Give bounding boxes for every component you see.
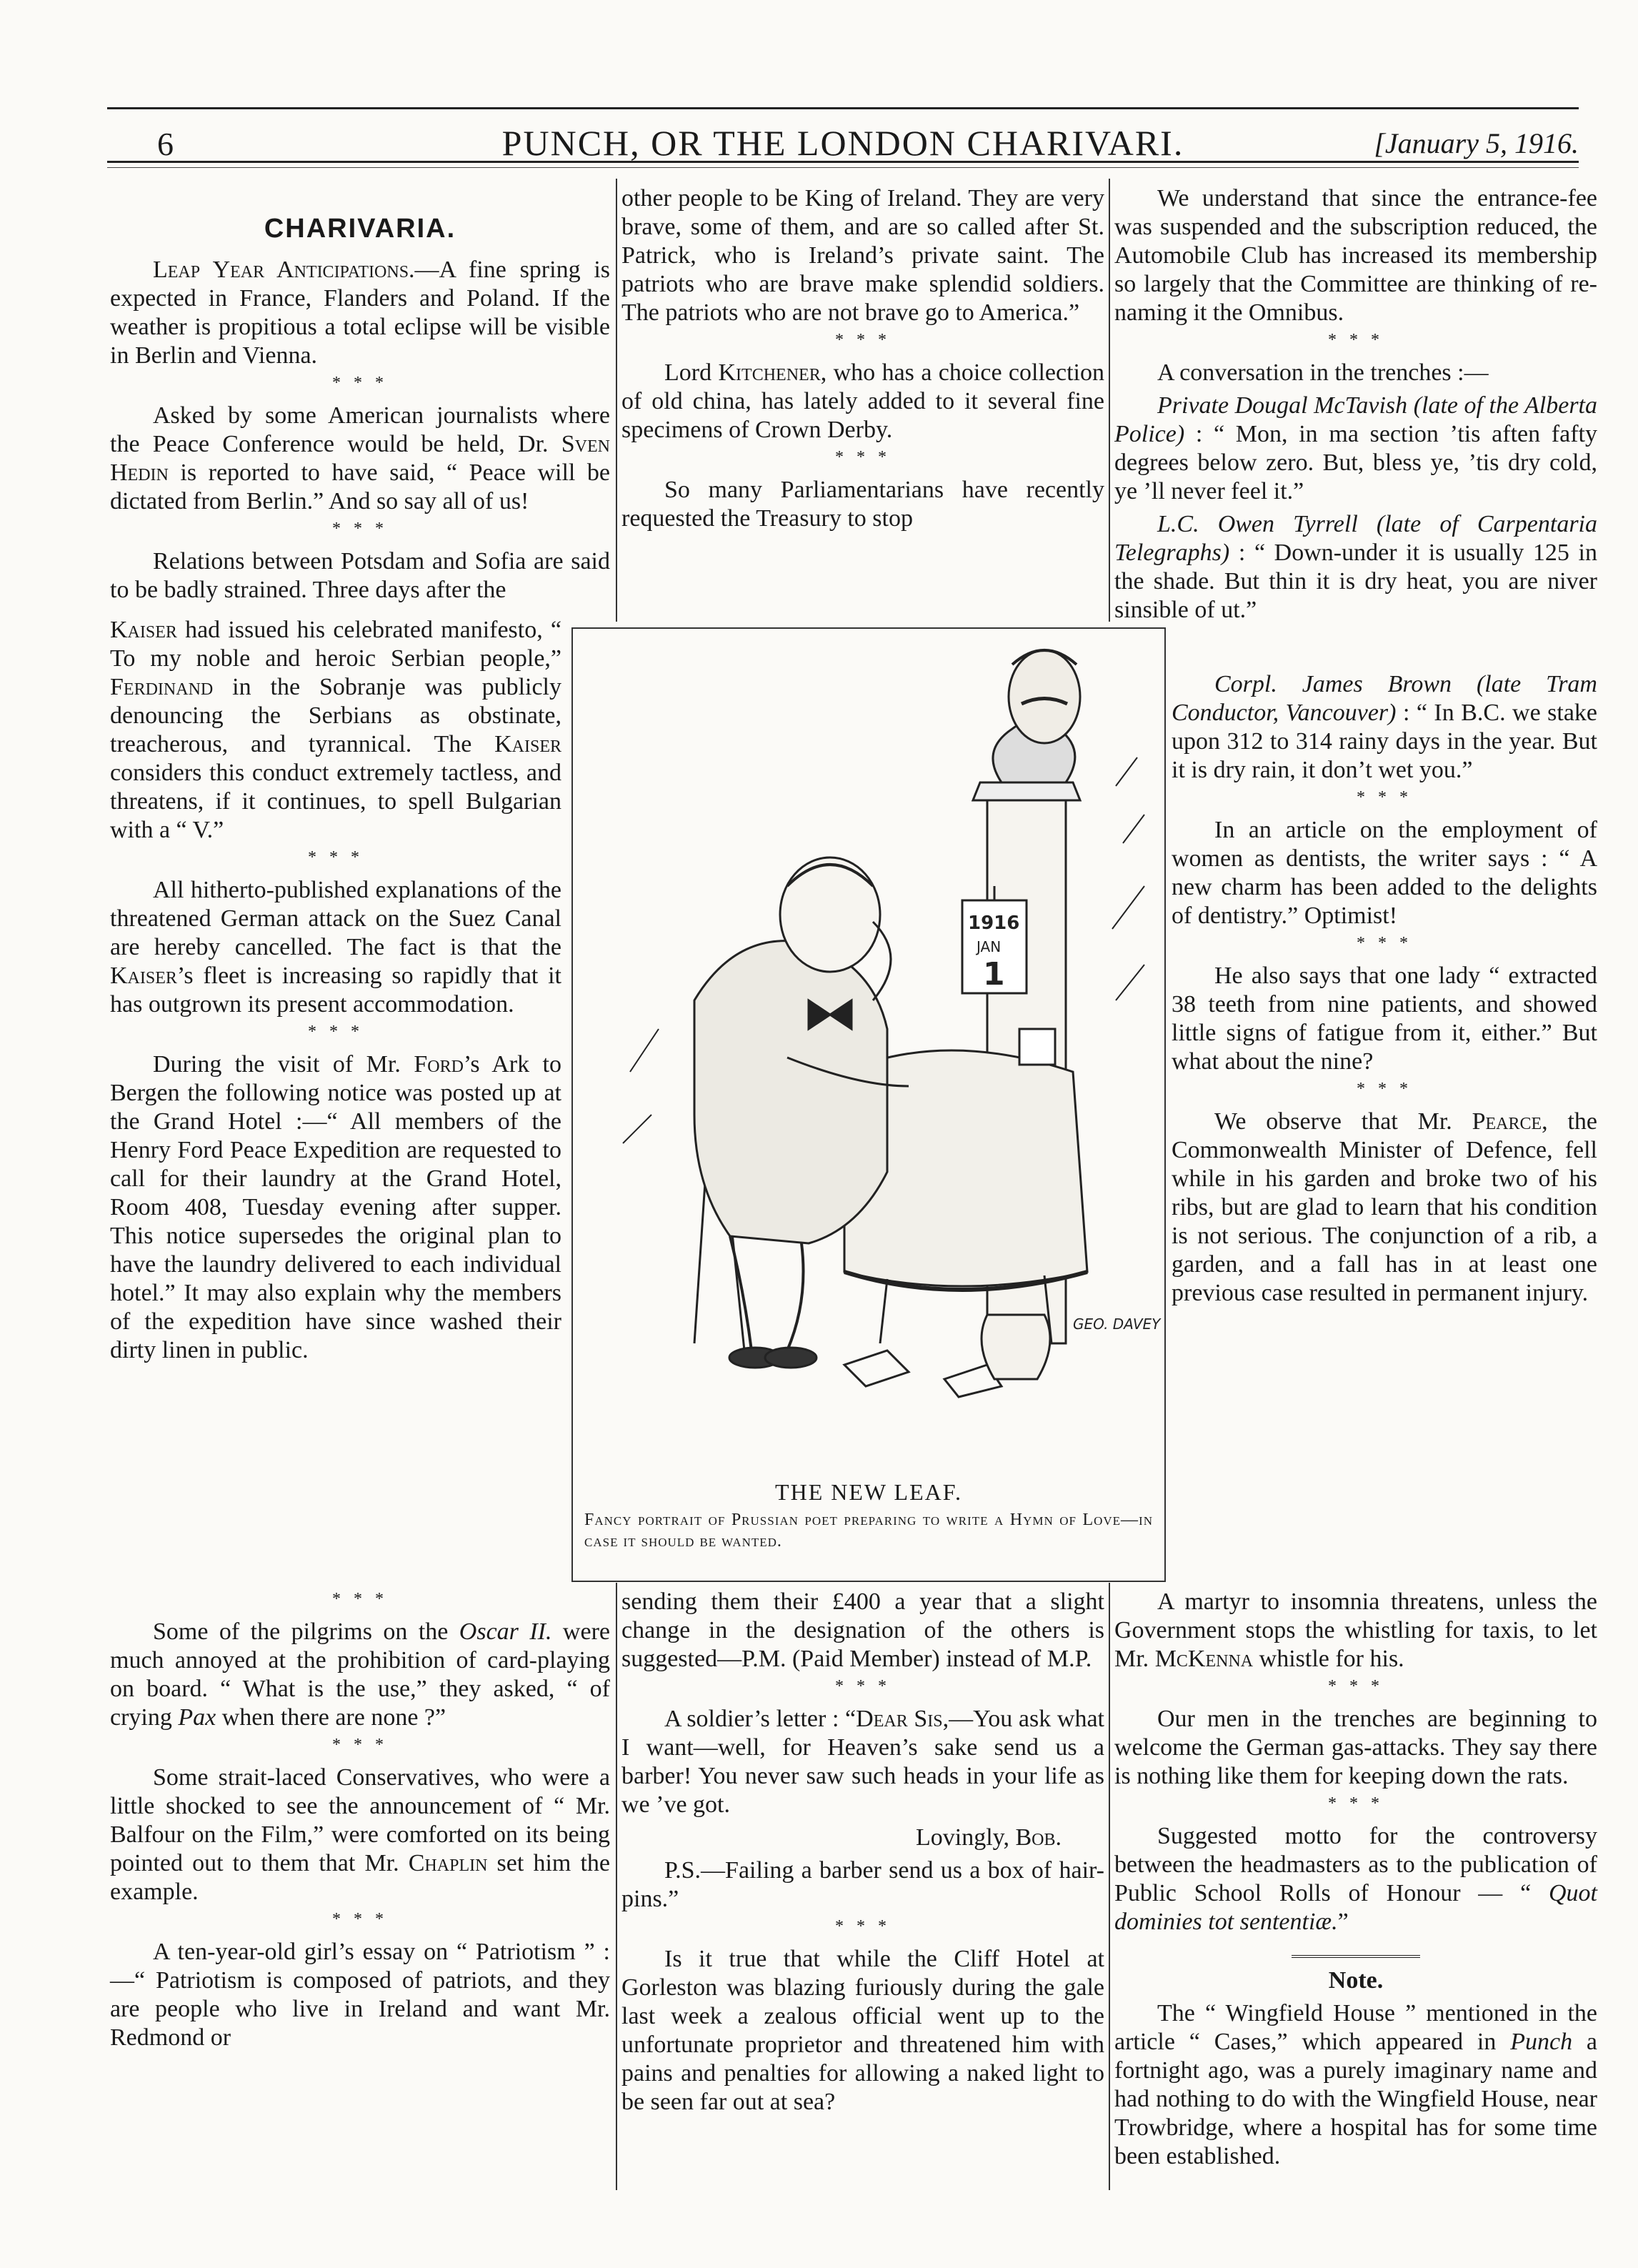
asterism: * * * [835, 1677, 891, 1696]
paragraph: Leap Year Anticipations.—A fine spring is expected in France, Flanders and Poland. If the weather is propitious a total eclipse will be visible in Berlin and Vienna. [110, 257, 611, 369]
asterism: * * * [1357, 934, 1412, 953]
asterism: * * * [332, 1590, 388, 1608]
calendar-month: JAN [977, 938, 1002, 955]
column-1-narrow [110, 616, 561, 1369]
asterism: * * * [332, 1736, 388, 1754]
column-1-bottom [110, 1588, 610, 2056]
paragraph: In an article on the employment of women as dentists, the writer says : “ A new charm has been added to the delights of dentistry.” Optimist! [1172, 817, 1597, 929]
paragraph: P.S.—Failing a barber send us a box of hair-pins.” [621, 1857, 1104, 1912]
paragraph: We understand that since the entrance-fee was suspended and the subscription reduced, the Automobile Club has increased its membership so largely that the Committee are thinking of re-naming it the Omnibus. [1114, 185, 1597, 326]
column-2 [621, 184, 1104, 537]
asterism: * * * [835, 448, 891, 467]
issue-date: [January 5, 1916. [1374, 127, 1579, 159]
section-title: CHARIVARIA. [264, 214, 456, 244]
paragraph: Corpl. James Brown (late Tram Conductor, Vancouver) : “ In B.C. we stake upon 312 to 314 rainy days in the year. But it is dry rain, it don’t wet you.” [1172, 671, 1598, 783]
column-2-bottom [621, 1588, 1104, 2121]
column-divider [616, 1583, 617, 2190]
paragraph: The “ Wingfield House ” mentioned in the article “ Cases,” which appeared in Punch a fortnight ago, was a purely imaginary name and had nothing to do with the Wingfield House, near Trowbridge, where a hospital has for some time been established. [1114, 2000, 1597, 2169]
cartoon-illustration [571, 627, 1166, 1582]
masthead: PUNCH, OR THE LONDON CHARIVARI. [501, 123, 1184, 163]
cartoon-title: THE NEW LEAF. [775, 1479, 962, 1505]
paragraph: A martyr to insomnia threatens, unless the Government stops the whistling for taxis, to let Mr. McKenna whistle for his. [1114, 1588, 1597, 1672]
asterism: * * * [1328, 331, 1384, 349]
paragraph: Kaiser had issued his celebrated manifesto, “ To my noble and heroic Serbian people,” Ferdinand in the Sobranje was publicly denouncing the Serbians as obstinate, treacherous, and tyrannical. The Kaiser considers this conduct extremely tactless, and threatens, if it continues, to spell Bulgarian with a “ V.” [110, 617, 561, 843]
paragraph: He also says that one lady “ extracted 38 teeth from nine patients, and showed little signs of fatigue from it, either.” But what about the nine? [1172, 963, 1597, 1075]
column-1 [110, 179, 610, 609]
paragraph: L.C. Owen Tyrrell (late of Carpentaria Telegraphs) : “ Down-under it is usually 125 in the shade. But thin it is dry heat, you are niver sinsible of ut.” [1114, 511, 1597, 623]
asterism: * * * [835, 1917, 891, 1936]
header-rule [107, 161, 1579, 163]
paragraph: Lord Kitchener, who has a choice collection of old china, has lately added to it several fine specimens of Crown Derby. [621, 359, 1104, 443]
asterism: * * * [308, 848, 364, 867]
header-rule-thin [107, 167, 1579, 168]
paragraph: A conversation in the trenches :— [1157, 359, 1489, 386]
column-3 [1114, 184, 1597, 629]
asterism: * * * [308, 1023, 364, 1041]
paragraph: Some of the pilgrims on the Oscar II. were much annoyed at the prohibition of card-playing on board. “ What is the use,” they asked, “ of crying Pax when there are none ?” [110, 1618, 610, 1731]
paragraph: Is it true that while the Cliff Hotel at Gorleston was blazing furiously during the gale last week a zealous official went up to the unfortunate proprietor and threatened him with pains and penalties for allowing a naked light to be seen far out at sea? [621, 1946, 1104, 2115]
artist-signature: GEO. DAVEY [1073, 1315, 1161, 1333]
calendar-year: 1916 [968, 912, 1020, 934]
signature: Lovingly, Bob. [916, 1824, 1062, 1851]
paragraph: sending them their £400 a year that a slight change in the designation of the others is suggested—P.M. (Paid Member) instead of M.P. [621, 1588, 1104, 1672]
paragraph: Relations between Potsdam and Sofia are said to be badly strained. Three days after the [110, 548, 610, 603]
paragraph: So many Parliamentarians have recently requested the Treasury to stop [621, 477, 1104, 532]
asterism: * * * [332, 519, 388, 538]
note-title: Note. [1328, 1967, 1384, 1994]
paragraph: During the visit of Mr. Ford’s Ark to Bergen the following notice was posted up at the Grand Hotel :—“ All members of the Henry Ford Peace Expedition are requested to call for their laundry at the Grand Hotel, Room 408, Tuesday evening after supper. This notice supersedes the original plan to have the laundry delivered to each individual hotel.” It may also explain why the members of the expedition have since washed their dirty linen in public. [110, 1051, 562, 1363]
paragraph: Suggested motto for the controversy between the headmasters as to the publication of Public School Rolls of Honour — “ Quot dominies tot sententiæ.” [1114, 1823, 1597, 1935]
paragraph: We observe that Mr. Pearce, the Commonwealth Minister of Defence, fell while in his garden and broke two of his ribs, but are glad to learn that his condition is not serious. The conjunction of a rib, a garden, and a fall has in at least one previous case resulted in permanent injury. [1172, 1108, 1597, 1306]
asterism: * * * [332, 1910, 388, 1929]
column-divider [1109, 1583, 1110, 2190]
column-3-narrow [1172, 670, 1597, 1312]
cartoon-drawing [573, 629, 1164, 1472]
asterism: * * * [835, 331, 891, 349]
column-divider [616, 179, 617, 622]
column-3-bottom [1114, 1588, 1597, 2175]
calendar-day: 1 [983, 956, 1005, 993]
asterism: * * * [1328, 1794, 1384, 1813]
note-rule [1292, 1955, 1420, 1958]
paragraph: All hitherto-published explanations of the threatened German attack on the Suez Canal are hereby cancelled. The fact is that the Kaiser’s fleet is increasing so rapidly that it has outgrown its present accommodation. [110, 877, 561, 1018]
paragraph: Asked by some American journalists where the Peace Conference would be held, Dr. Sven Hedin is reported to have said, “ Peace will be dictated from Berlin.” And so say all of us! [110, 402, 610, 514]
paragraph: other people to be King of Ireland. They are very brave, some of them, and are so called after St. Patrick, who is Ireland’s private saint. The patriots who are brave make splendid soldiers. The patriots who are not brave go to America.” [621, 185, 1104, 326]
paragraph: A soldier’s letter : “Dear Sis,—You ask what I want—well, for Heaven’s sake send us a barber! You never saw such heads in your life as we ’ve got. [621, 1706, 1104, 1818]
column-divider [1109, 179, 1110, 622]
asterism: * * * [1357, 1080, 1412, 1098]
asterism: * * * [1328, 1677, 1384, 1696]
cartoon-caption: Fancy portrait of Prussian poet preparing to write a Hymn of Love—in case it should be wanted. [584, 1511, 1153, 1551]
asterism: * * * [1357, 788, 1412, 807]
paragraph: Our men in the trenches are beginning to welcome the German gas-attacks. They say there is nothing like them for keeping down the rats. [1114, 1706, 1597, 1789]
page-header [107, 107, 1579, 163]
asterism: * * * [332, 374, 388, 392]
paragraph: Private Dougal McTavish (late of the Alberta Police) : “ Mon, in ma section ’tis aften fafty degrees below zero. But, bless ye, ’tis dry cold, ye ’ll never feel it.” [1114, 392, 1597, 504]
page-number: 6 [157, 126, 174, 162]
paragraph: A ten-year-old girl’s essay on “ Patriotism ” :—“ Patriotism is composed of patriots, and they are people who live in Ireland and want Mr. Redmond or [110, 1939, 610, 2051]
paragraph: Some strait-laced Conservatives, who were a little shocked to see the announcement of “ Mr. Balfour on the Film,” were comforted on its being pointed out to them that Mr. Chaplin set him the example. [110, 1764, 610, 1905]
